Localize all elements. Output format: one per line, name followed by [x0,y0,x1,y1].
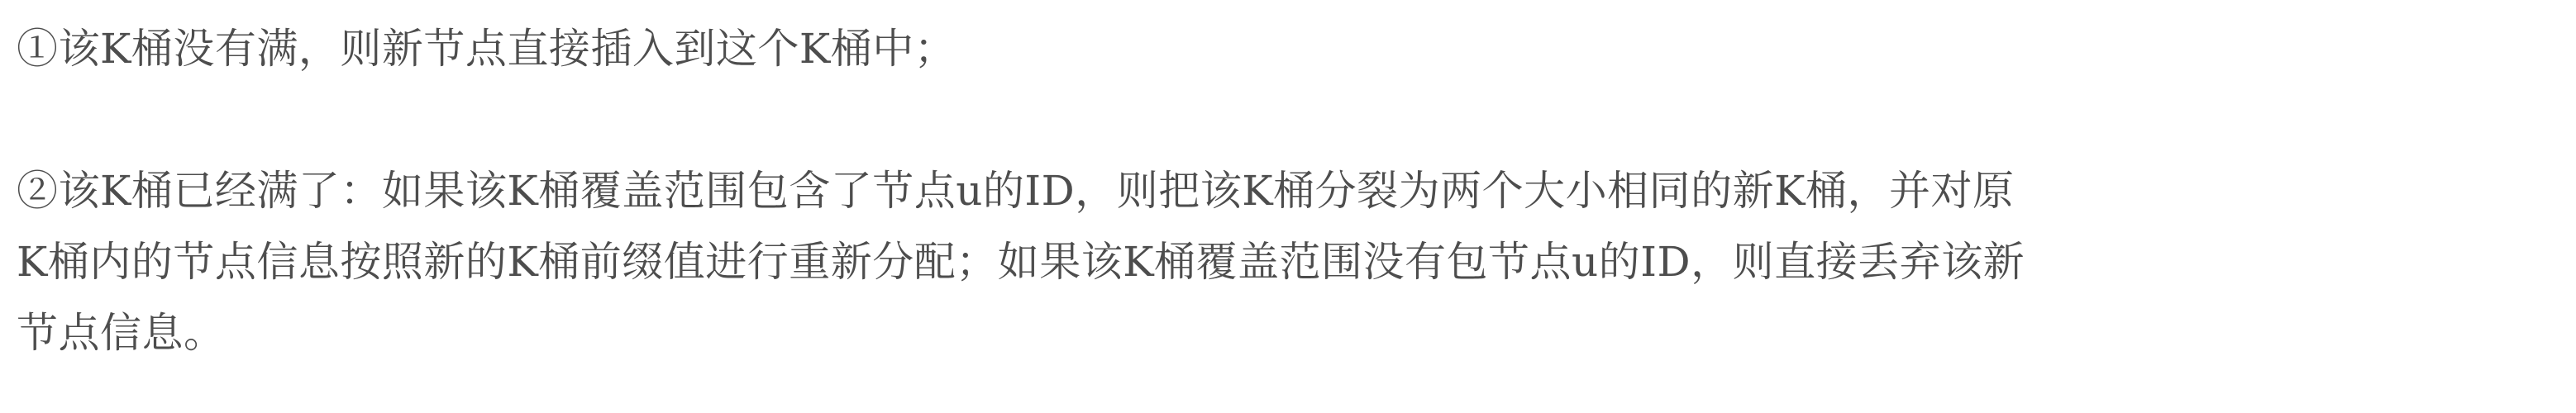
paragraph-2 [17,155,2559,368]
paragraph-2-line-3: 节点信息。 [17,309,226,357]
paragraph-2-line-1: ②该K桶已经满了：如果该K桶覆盖范围包含了节点u的ID，则把该K桶分裂为两个大小相同的新K桶，并对原 [17,167,2015,215]
paragraph-1: ①该K桶没有满，则新节点直接插入到这个K桶中； [17,25,956,73]
paragraph-2-line-2: K桶内的节点信息按照新的K桶前缀值进行重新分配；如果该K桶覆盖范围没有包节点u的ID，则直接丢弃该新 [17,238,2025,286]
paragraph-spacer [17,84,2559,155]
